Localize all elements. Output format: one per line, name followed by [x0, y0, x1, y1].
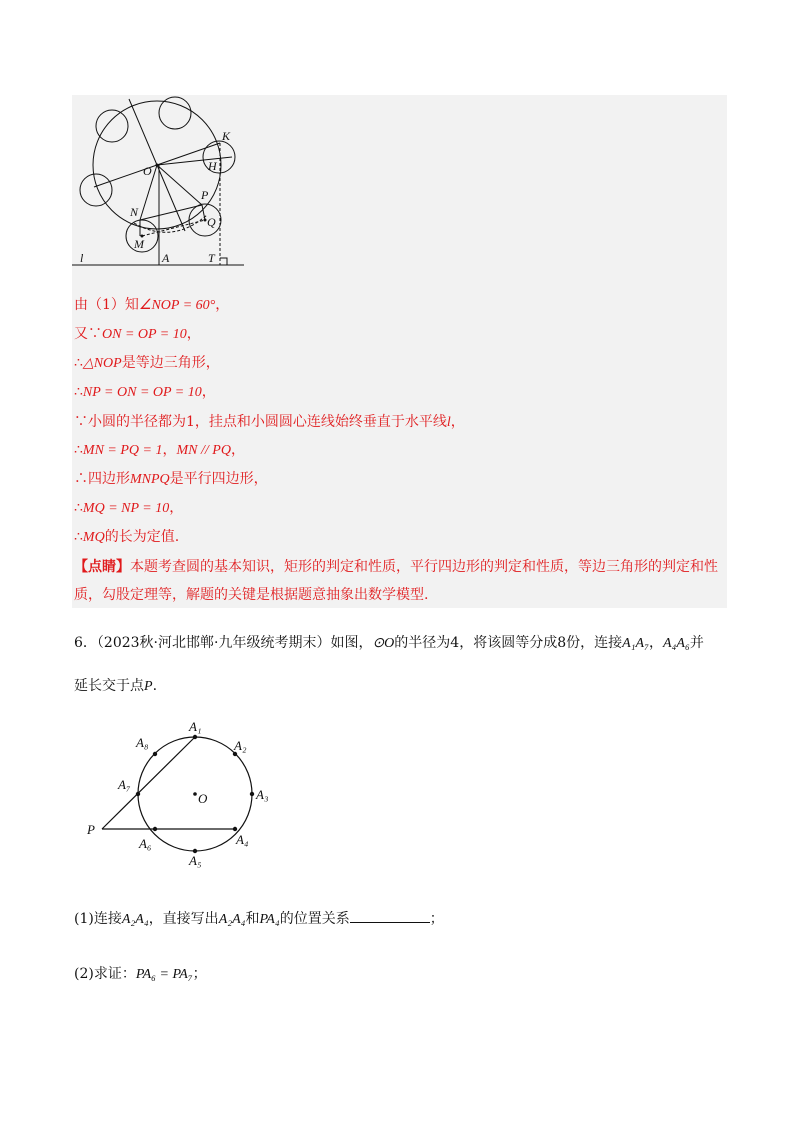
label-P: P [87, 822, 95, 837]
solution-line-8: ∴MQ = NP = 10， [74, 500, 184, 516]
label-H: H [208, 159, 217, 173]
label-A3: A₃ [256, 787, 269, 802]
solution-line-9: ∴MQ的长为定值. [74, 529, 180, 545]
label-O: O [198, 791, 208, 806]
label-Q: Q [207, 215, 216, 229]
question-6-line-2: 延长交于点P. [74, 678, 158, 694]
label-l: l [80, 251, 84, 265]
label-A1: A₁ [189, 719, 202, 734]
label-K: K [222, 129, 231, 143]
label-A2: A₂ [234, 738, 247, 753]
question-6-line-1: 6．（2023秋·河北邯郸·九年级统考期末）如图，⊙O的半径为4，将该圆等分成8份，连接A₁A₇，A₄A₆并 [74, 635, 704, 651]
solution-line-7: ∴四边形MNPQ是平行四边形， [74, 471, 268, 487]
ferris-wheel-figure [72, 95, 252, 270]
small-circle [96, 110, 128, 142]
label-A8: A₈ [136, 735, 149, 750]
solution-line-2: 又∵ON = OP = 10， [74, 326, 201, 342]
solution-line-6: ∴MN = PQ = 1，MN // PQ， [74, 442, 245, 458]
label-O: O [143, 164, 152, 178]
label-A4: A₄ [236, 832, 249, 847]
label-A7: A₇ [118, 777, 131, 792]
solution-line-3: ∴△NOP是等边三角形， [74, 355, 220, 371]
solution-line-4: ∴NP = ON = OP = 10， [74, 384, 216, 400]
label-A: A [162, 251, 170, 265]
key-point-note: 【点睛】本题考查圆的基本知识，矩形的判定和性质，平行四边形的判定和性质，等边三角形的判定和性质，勾股定理等，解题的关键是根据题意抽象出数学模型. [74, 559, 718, 603]
answer-blank[interactable] [350, 908, 430, 923]
circle-eight-parts-figure [80, 712, 280, 872]
solution-line-5: ∵小圆的半径都为1，挂点和小圆圆心连线始终垂直于水平线l， [74, 414, 465, 430]
label-T: T [208, 251, 215, 265]
small-circle [80, 174, 112, 206]
label-A5: A₅ [189, 853, 202, 868]
label-N: N [130, 205, 139, 219]
label-M: M [134, 237, 144, 251]
small-circle [159, 97, 191, 129]
label-P: P [201, 188, 209, 202]
label-A6: A₆ [139, 836, 152, 851]
sub-question-2: (2)求证：PA₆ = PA₇； [74, 966, 207, 982]
sub-question-1: (1)连接A₂A₄，直接写出A₂A₄和PA₄的位置关系 ； [74, 908, 444, 928]
solution-line-1: 由（1）知∠NOP = 60°， [74, 297, 230, 313]
